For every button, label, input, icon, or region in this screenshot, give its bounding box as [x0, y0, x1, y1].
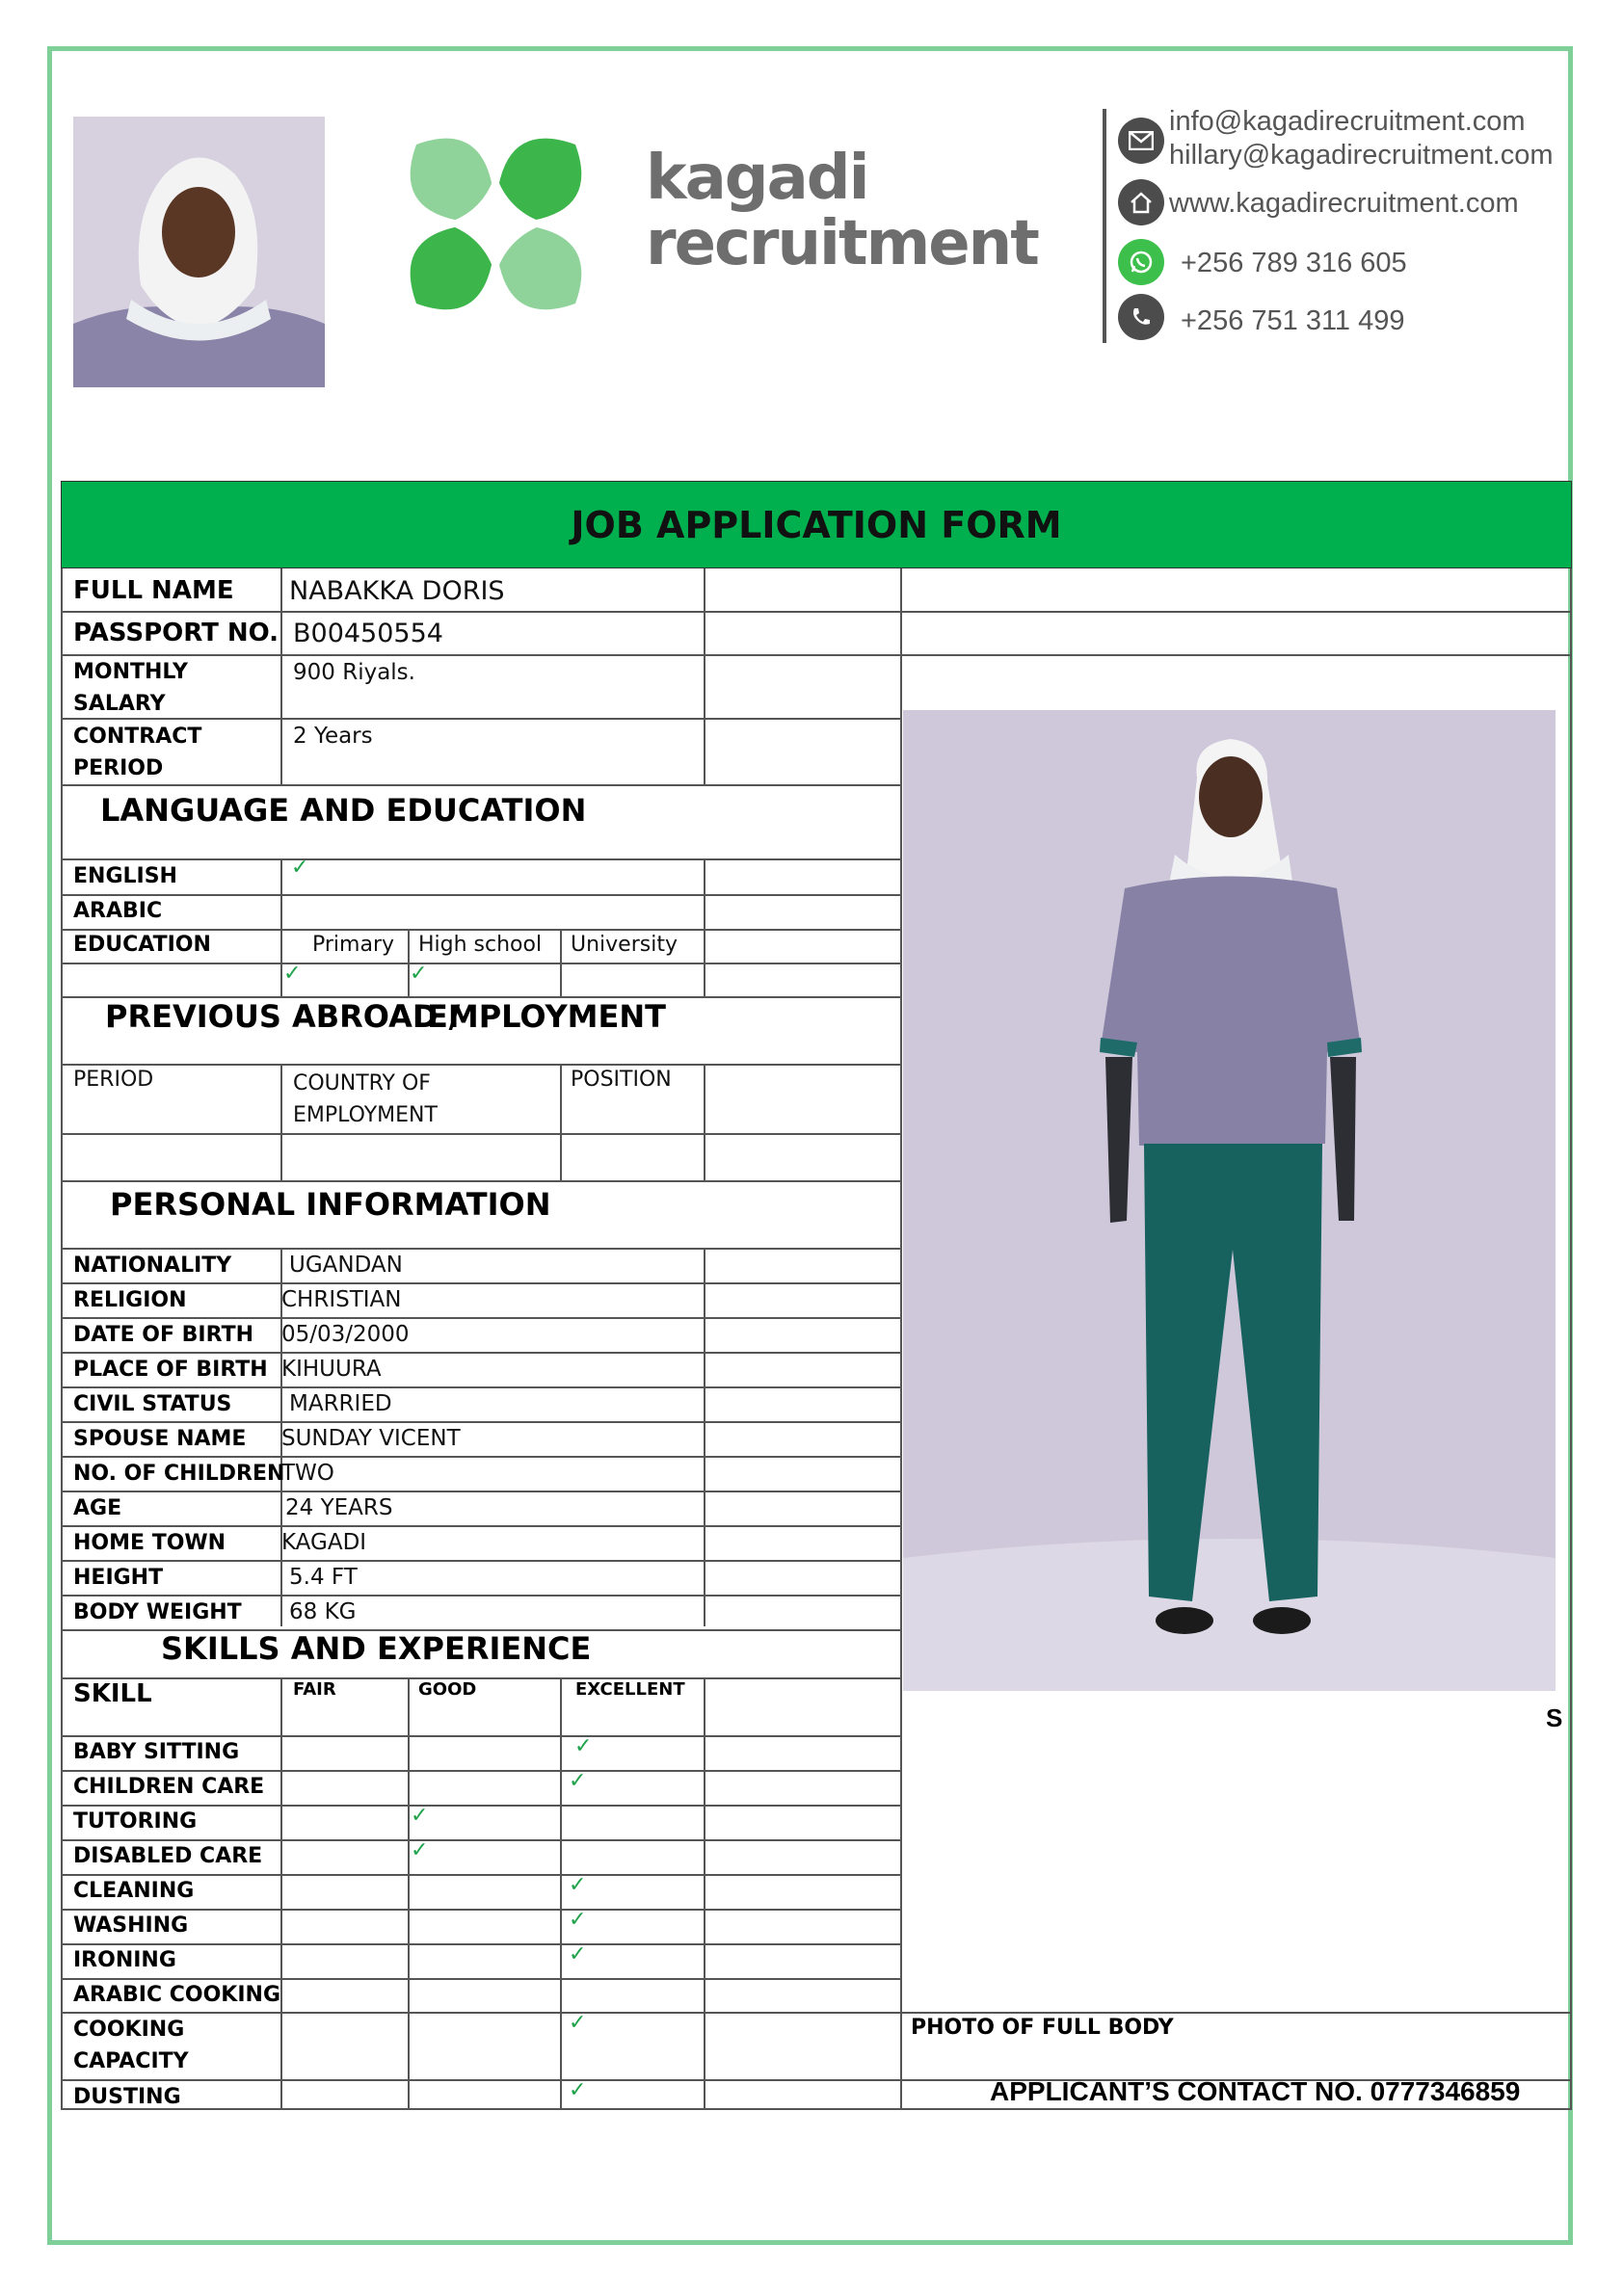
skill-check-excellent: ✓: [569, 1873, 587, 1897]
company-logo-mark: [378, 106, 614, 342]
personal-value[interactable]: SUNDAY VICENT: [281, 1426, 461, 1451]
grid-line: [280, 568, 282, 785]
personal-label: CIVIL STATUS: [73, 1392, 232, 1416]
grid-line: [61, 1735, 901, 1737]
grid-line: [61, 1770, 901, 1772]
grid-line: [61, 654, 1572, 656]
primary-check: ✓: [283, 962, 302, 986]
position-header: POSITION: [571, 1068, 672, 1092]
personal-value[interactable]: KIHUURA: [281, 1357, 382, 1382]
personal-label: AGE: [73, 1496, 122, 1520]
education-high-school: High school: [418, 933, 543, 957]
grid-line: [280, 1064, 282, 1180]
logo-line2: recruitment: [646, 208, 1038, 279]
logo-line1: kagadi: [646, 143, 868, 214]
salary-value[interactable]: 900 Riyals.: [293, 660, 415, 685]
skill-label: BABY SITTING: [73, 1740, 240, 1764]
country-header: COUNTRY OF EMPLOYMENT: [293, 1071, 438, 1127]
personal-value[interactable]: MARRIED: [289, 1391, 392, 1416]
headshot-photo: [73, 117, 325, 387]
home-icon: [1118, 179, 1164, 225]
grid-line: [61, 1909, 901, 1911]
grid-line: [61, 784, 901, 786]
full-body-photo: [903, 710, 1556, 1691]
english-label: ENGLISH: [73, 864, 177, 888]
grid-line: [704, 1677, 705, 2108]
grid-line: [61, 1352, 901, 1354]
grid-line: [61, 1839, 901, 1841]
education-university: University: [571, 933, 678, 957]
grid-line: [560, 1064, 562, 1180]
email-secondary[interactable]: hillary@kagadirecruitment.com: [1169, 140, 1554, 171]
email-primary[interactable]: info@kagadirecruitment.com: [1169, 106, 1526, 137]
grid-line: [61, 963, 901, 964]
whatsapp-number[interactable]: +256 789 316 605: [1181, 248, 1407, 278]
period-header: PERIOD: [73, 1068, 154, 1092]
personal-value[interactable]: CHRISTIAN: [281, 1287, 402, 1312]
arabic-label: ARABIC: [73, 899, 163, 923]
skill-check-excellent: ✓: [569, 1942, 587, 1966]
grid-line: [900, 2012, 1572, 2014]
skill-label: COOKING CAPACITY: [73, 2018, 189, 2073]
personal-label: NATIONALITY: [73, 1254, 232, 1278]
grid-line: [560, 1677, 562, 2108]
grid-line: [61, 1805, 901, 1807]
grid-line: [61, 1560, 901, 1562]
skill-label: CHILDREN CARE: [73, 1775, 265, 1799]
grid-line: [704, 1064, 705, 1180]
form-title: JOB APPLICATION FORM: [571, 503, 1062, 546]
grid-line: [61, 1133, 901, 1135]
personal-label: BODY WEIGHT: [73, 1600, 242, 1624]
personal-value[interactable]: 24 YEARS: [285, 1495, 393, 1520]
grid-line: [61, 1180, 901, 1182]
email-icon: [1118, 118, 1164, 164]
passport-label: PASSPORT NO.: [73, 619, 279, 647]
grid-line: [280, 1677, 282, 2108]
grid-line: [61, 568, 63, 2108]
personal-value[interactable]: 5.4 FT: [289, 1565, 358, 1590]
grid-line: [61, 1386, 901, 1388]
skill-label: ARABIC COOKING: [73, 1983, 281, 2007]
grid-line: [61, 1248, 901, 1250]
applicant-contact[interactable]: APPLICANT’S CONTACT NO. 0777346859: [990, 2076, 1521, 2106]
grid-line: [61, 1874, 901, 1876]
contract-value[interactable]: 2 Years: [293, 724, 373, 749]
grid-line: [280, 858, 282, 996]
skill-check-good: ✓: [411, 1838, 429, 1862]
personal-value[interactable]: 68 KG: [289, 1599, 357, 1624]
skill-label: TUTORING: [73, 1809, 198, 1834]
skill-check-excellent: ✓: [569, 2078, 587, 2102]
grid-line: [61, 1677, 901, 1679]
language-education-heading: LANGUAGE AND EDUCATION: [100, 792, 587, 829]
grid-line: [61, 611, 1572, 613]
employment-heading: EMPLOYMENT: [427, 998, 666, 1035]
personal-info-heading: PERSONAL INFORMATION: [110, 1186, 551, 1223]
stray-letter: S: [1546, 1703, 1563, 1732]
grid-line: [408, 1677, 410, 2108]
skill-label: CLEANING: [73, 1879, 195, 1903]
skill-check-excellent: ✓: [569, 2011, 587, 2035]
contact-divider: [1103, 109, 1106, 343]
full-name-value[interactable]: NABAKKA DORIS: [289, 576, 505, 606]
skill-check-excellent: ✓: [569, 1769, 587, 1793]
education-primary: Primary: [312, 933, 395, 957]
skill-check-good: ✓: [411, 1804, 429, 1828]
grid-line: [1570, 568, 1572, 2108]
previous-abroad-heading: PREVIOUS ABROAD /: [105, 998, 461, 1035]
personal-label: DATE OF BIRTH: [73, 1323, 253, 1347]
grid-line: [61, 2079, 901, 2081]
grid-line: [61, 2108, 1572, 2110]
education-label: EDUCATION: [73, 933, 211, 957]
grid-line: [61, 1943, 901, 1945]
good-column-header: GOOD: [418, 1679, 477, 1700]
grid-line: [61, 1421, 901, 1423]
whatsapp-icon: [1118, 239, 1164, 285]
excellent-column-header: EXCELLENT: [575, 1679, 685, 1700]
grid-line: [704, 568, 705, 785]
grid-line: [61, 858, 901, 860]
personal-label: PLACE OF BIRTH: [73, 1358, 268, 1382]
personal-label: HOME TOWN: [73, 1531, 226, 1555]
fair-column-header: FAIR: [293, 1679, 336, 1700]
skill-column-header: SKILL: [73, 1679, 152, 1708]
high-school-check: ✓: [410, 962, 428, 986]
personal-label: RELIGION: [73, 1288, 187, 1312]
grid-line: [61, 1456, 901, 1458]
grid-line: [560, 929, 562, 996]
grid-line: [61, 1595, 901, 1597]
personal-label: HEIGHT: [73, 1566, 164, 1590]
website-link[interactable]: www.kagadirecruitment.com: [1169, 188, 1519, 219]
personal-value[interactable]: UGANDAN: [289, 1253, 403, 1278]
personal-label: NO. OF CHILDREN: [73, 1462, 285, 1486]
phone-icon: [1118, 294, 1164, 340]
salary-label: MONTHLY SALARY: [73, 660, 188, 716]
full-name-label: FULL NAME: [73, 576, 234, 605]
skill-label: IRONING: [73, 1948, 176, 1972]
passport-value[interactable]: B00450554: [293, 619, 443, 648]
contract-label: CONTRACT PERIOD: [73, 725, 202, 780]
skill-check-excellent: ✓: [574, 1734, 593, 1758]
personal-value[interactable]: TWO: [281, 1461, 334, 1486]
skill-label: DUSTING: [73, 2085, 181, 2109]
grid-line: [61, 1317, 901, 1319]
personal-label: SPOUSE NAME: [73, 1427, 247, 1451]
skill-check-excellent: ✓: [569, 1908, 587, 1932]
grid-line: [61, 894, 901, 896]
personal-value[interactable]: KAGADI: [281, 1530, 367, 1555]
grid-line: [704, 858, 705, 996]
grid-line: [704, 1248, 705, 1626]
grid-line: [61, 1282, 901, 1284]
grid-line: [61, 1064, 901, 1066]
skill-label: WASHING: [73, 1913, 189, 1938]
skills-heading: SKILLS AND EXPERIENCE: [161, 1630, 592, 1667]
english-check: ✓: [291, 856, 309, 880]
personal-value[interactable]: 05/03/2000: [281, 1322, 410, 1347]
grid-line: [61, 1525, 901, 1527]
grid-line: [61, 929, 901, 931]
grid-line: [61, 1978, 901, 1980]
skill-label: DISABLED CARE: [73, 1844, 263, 1868]
grid-line: [61, 1491, 901, 1492]
phone-number[interactable]: +256 751 311 499: [1181, 305, 1405, 336]
grid-line: [900, 568, 902, 2108]
form-title-bar: [61, 481, 1572, 568]
photo-caption: PHOTO OF FULL BODY: [911, 2016, 1174, 2040]
